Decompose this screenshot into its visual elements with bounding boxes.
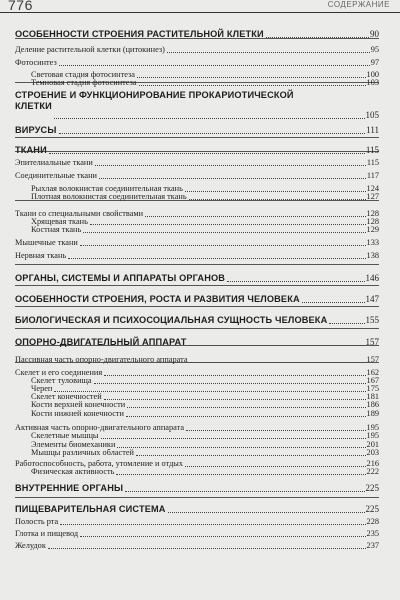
toc-page-number: 115 [366,158,379,167]
toc-page-number: 157 [365,337,379,347]
section-rule [15,151,379,152]
dot-leader [185,466,366,467]
dot-leader [125,491,365,492]
toc-page-number: 181 [366,392,379,401]
dot-leader [49,153,365,154]
toc-page-number: 189 [366,409,379,418]
dot-leader [101,438,366,439]
dot-leader [186,430,366,431]
dot-leader [190,362,366,363]
toc-entry-title: Череп [31,384,53,393]
dot-leader [136,455,366,456]
dot-leader [117,447,366,448]
toc-page-number: 201 [366,440,379,449]
toc-page-number: 105 [365,110,379,120]
toc-entry-title: Скелет и его соединения [15,368,103,377]
toc-entry-title: СТРОЕНИЕ И ФУНКЦИОНИРОВАНИЕ ПРОКАРИОТИЧЕСКОЙ [15,90,294,100]
toc-page-number: 103 [366,78,379,87]
toc-entry-title: ВНУТРЕННИЕ ОРГАНЫ [15,483,124,493]
toc-page-number: 235 [366,529,379,538]
toc-entry-title: ОПОРНО-ДВИГАТЕЛЬНЫЙ АППАРАТ [15,337,187,347]
toc-entry-title: ОРГАНЫ, СИСТЕМЫ И АППАРАТЫ ОРГАНОВ [15,273,226,283]
dot-leader [80,245,366,246]
dot-leader [83,232,366,233]
toc-entry-title: Темновая стадия фотосинтеза [31,78,137,87]
dot-leader [189,199,366,200]
toc-entry-title: Кости нижней конечности [31,409,124,418]
toc-page-number: 157 [366,355,379,364]
toc-entry-title: ОСОБЕННОСТИ СТРОЕНИЯ РАСТИТЕЛЬНОЙ КЛЕТКИ [15,29,264,39]
toc-entry-title: Соединительные ткани [15,171,97,180]
dot-leader [126,416,366,417]
dot-leader [167,52,370,53]
toc-entry-title: Мышечные ткани [15,238,78,247]
toc-page-number: 195 [366,431,379,440]
toc-page-number: 162 [366,368,379,377]
toc-entry-title: Световая стадия фотосинтеза [31,70,135,79]
section-rule [15,497,379,498]
dot-leader [266,37,369,38]
toc-page-number: 147 [365,294,379,304]
toc-entry-title: Костная ткань [31,225,82,234]
dot-leader [127,407,366,408]
dot-leader [60,524,366,525]
dot-leader [185,191,366,192]
dot-leader [59,65,370,66]
toc-page-number: 117 [366,171,379,180]
toc-page-number: 225 [365,504,379,514]
toc-page-number: 155 [365,315,379,325]
toc-entry-title: БИОЛОГИЧЕСКАЯ И ПСИХОСОЦИАЛЬНАЯ СУЩНОСТЬ ЧЕЛОВЕКА [15,315,328,325]
dot-leader [95,165,366,166]
toc-entry-title: Мышцы различных областей [31,448,134,457]
section-rule [15,137,379,138]
toc-page-number: 129 [366,225,379,234]
toc-entry-title: Скелет конечностей [31,392,102,401]
toc-entry-title: Кости верхней конечности [31,400,126,409]
page-number: 776 [8,0,33,13]
toc-entry-title: ПИЩЕВАРИТЕЛЬНАЯ СИСТЕМА [15,504,166,514]
dot-leader [116,474,366,475]
dot-leader [90,224,366,225]
toc-page-number: 186 [366,400,379,409]
running-title: СОДЕРЖАНИЕ [327,0,390,9]
dot-leader [329,323,365,324]
section-rule [15,285,379,286]
toc-page-number: 228 [366,517,379,526]
toc-entry-title: Полость рта [15,517,59,526]
toc-page-number: 195 [366,423,379,432]
section-rule [15,306,379,307]
toc-page-number: 146 [365,273,379,283]
toc-page-number: 127 [366,192,379,201]
dot-leader [189,345,365,346]
toc-page-number: 128 [366,209,379,218]
toc-page-number: 167 [366,376,379,385]
toc-entry-title: Плотная волокнистая соединительная ткань [31,192,187,201]
toc-entry-title: Скелет туловища [31,376,92,385]
toc-page-number: 203 [366,448,379,457]
section-rule [15,328,379,329]
dot-leader [104,399,366,400]
toc-entry-title: Желудок [15,541,46,550]
dot-leader [68,258,366,259]
toc-entry-title: Работоспособность, работа, утомление и отдых [15,459,184,468]
toc-entry-title: ОСОБЕННОСТИ СТРОЕНИЯ, РОСТА И РАЗВИТИЯ ЧЕЛОВЕКА [15,294,300,304]
toc-page-number: 128 [366,217,379,226]
toc-page-number: 237 [366,541,379,550]
toc-entry-title: Хрящевая ткань [31,217,88,226]
dot-leader [302,302,365,303]
dot-leader [137,77,366,78]
toc-page-number: 175 [366,384,379,393]
toc-entry-title: Нервная ткань [15,251,67,260]
toc-entry-title: ВИРУСЫ [15,125,57,135]
toc-entry-title: Активная часть опорно-двигательного аппарата [15,423,185,432]
toc-entry-title-continued: КЛЕТКИ [15,101,52,111]
toc-entry-title: Деление растительной клетки (цитокинез) [15,45,165,54]
toc-entry-title: Физическая активность [31,467,115,476]
toc-entry-title: Ткани со специальными свойствами [15,209,144,218]
toc-entry-title: Рыхлая волокнистая соединительная ткань [31,184,183,193]
toc-entry-title: Пассивная часть опорно-двигательного аппарата [15,355,188,364]
toc-page-number: 138 [366,251,379,260]
toc-page-number: 95 [370,45,379,54]
dot-leader [99,178,366,179]
toc-page-number: 133 [366,238,379,247]
dot-leader [168,512,365,513]
dot-leader [104,375,366,376]
toc-page-number: 97 [370,58,379,67]
toc-page-number: 100 [366,70,379,79]
dot-leader [80,536,366,537]
toc-page-number: 216 [366,459,379,468]
section-rule [15,264,379,265]
toc-page-number: 111 [366,125,379,135]
toc-page-number: 115 [365,145,379,155]
toc-page-number: 225 [365,483,379,493]
dot-leader [139,85,366,86]
toc-entry-title: Скелетные мышцы [31,431,99,440]
toc-entry-title: Глотка и пищевод [15,529,79,538]
dot-leader [145,216,366,217]
toc-entry-title: Фотосинтез [15,58,57,67]
toc-page-number: 90 [370,29,379,39]
toc-entry-title: Элементы биомеханики [31,440,116,449]
toc-page-number: 124 [366,184,379,193]
dot-leader [227,281,365,282]
dot-leader [59,133,365,134]
toc-entry-title: ТКАНИ [15,145,47,155]
toc-entry-title: Эпителиальные ткани [15,158,93,167]
dot-leader [48,548,366,549]
page-header [0,0,400,13]
dot-leader [94,383,366,384]
dot-leader [54,118,365,119]
toc-page-number: 222 [366,467,379,476]
